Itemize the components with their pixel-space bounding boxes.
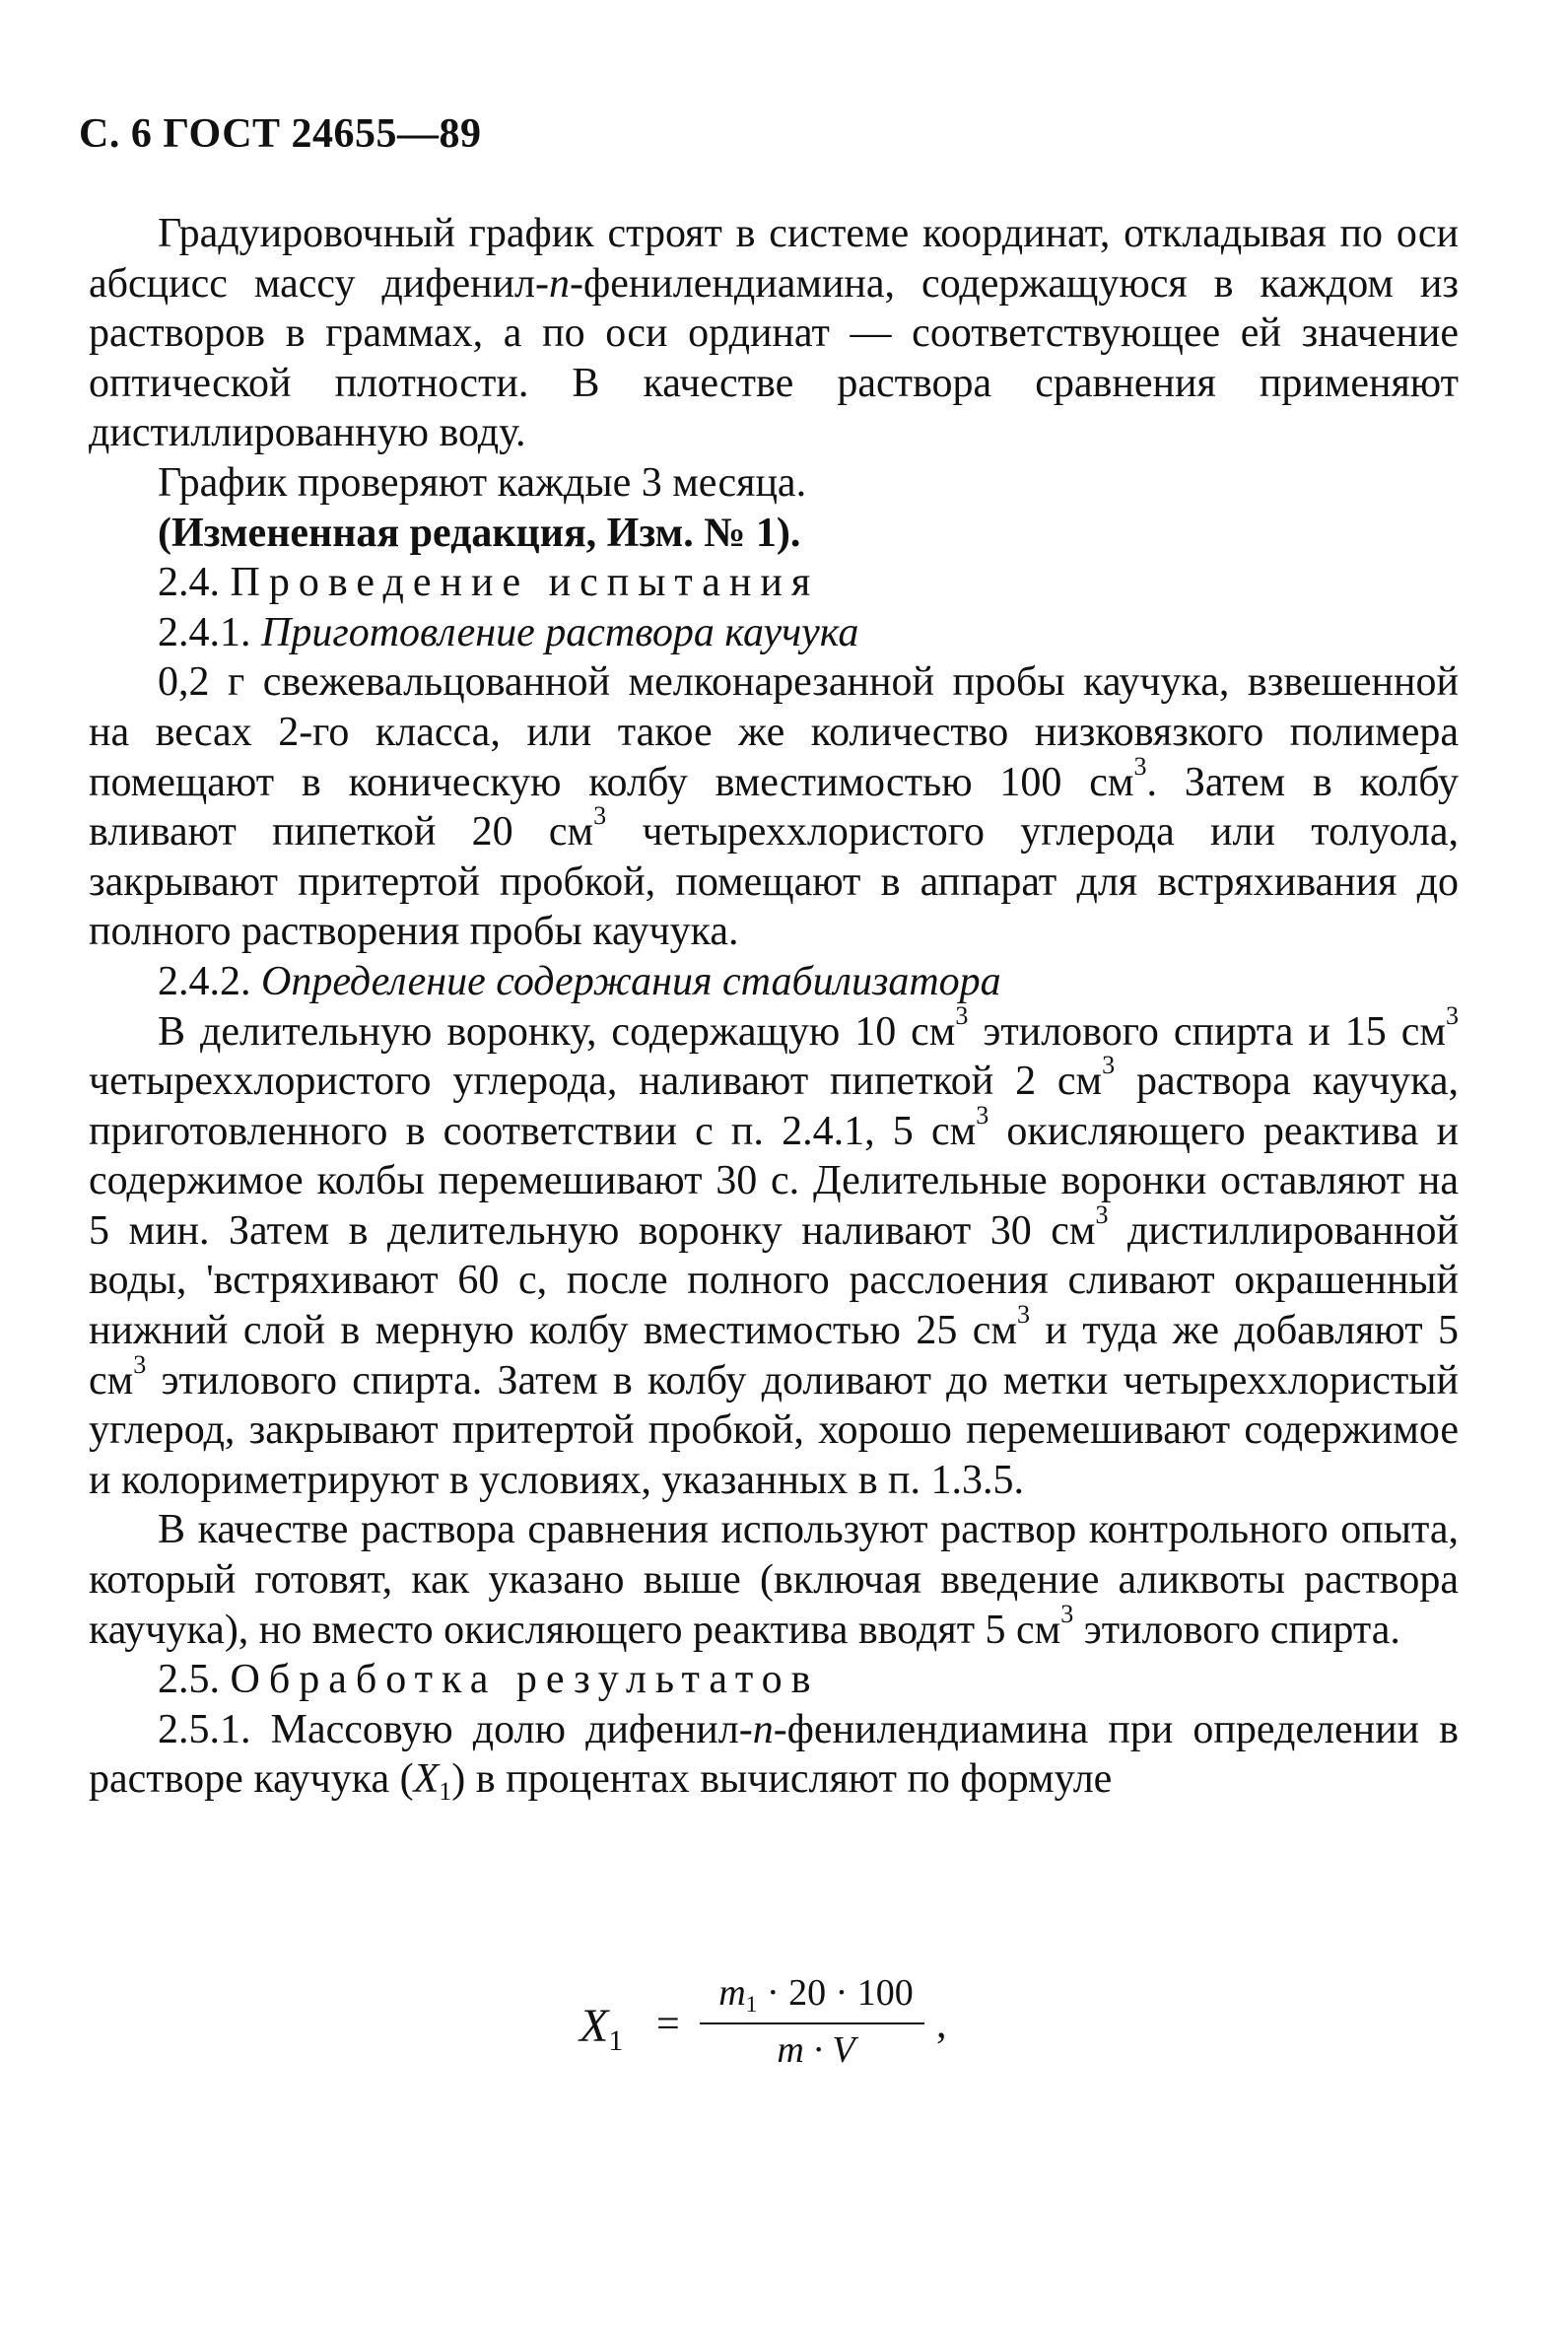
section-heading-2-5: 2.5. Обработка результатов	[158, 1657, 820, 1703]
paragraph: 2.5.1. Массовую долю дифенил-n-фенилендиамина при определении в растворе каучука $(X_1)$ в процентах вычисляют по формуле	[89, 1706, 1459, 1807]
formula-lhs: $X_1$	[579, 2000, 624, 2057]
paragraph: В делительную воронку, содержащую 10 $см^3$ этилового спирта и 15 $см^3$ четыреххлористого углерода, наливают пипеткой 2 $см^3$ раствора каучука, приготовленного в соответствии с п. 2.4.1, 5 $см^3$ окисляющего реактива и содержимое колбы перемешивают 30 с. Делительные воронки оставляют на 5 мин. Затем в делительную воронку наливают 30 $см^3$ дистиллированной воды, 'встряхивают 60 с, после полного расслоения сливают окрашенный нижний слой в мерную колбу вместимостью 25 $см^3$ и туда же добавляют 5 $см^3$ этилового спирта. Затем в колбу доливают до метки четыреххлористый углерод, закрывают притертой пробкой, хорошо перемешивают содержимое и колориметрируют в условиях, указанных в п. 1.3.5.	[89, 1000, 1460, 1503]
formula-denominator: m · V	[777, 2029, 855, 2071]
page-header: С. 6 ГОСТ 24655—89	[79, 111, 482, 157]
section-heading-2-4-2: 2.4.2. Определение содержания стабилизатора	[158, 958, 1001, 1004]
paragraph: График проверяют каждые 3 месяца.	[158, 459, 807, 506]
section-heading-2-4: 2.4. Проведение испытания	[158, 560, 820, 606]
formula-numerator: $m_1 \cdot 20 \cdot 100$	[718, 1972, 914, 2019]
fraction-bar	[700, 2022, 924, 2024]
paragraph: 0,2 г свежевальцованной мелконарезанной пробы каучука, взвешенной на весах 2-го класса, или такое же количество низковязкого полимера помещают в коническую колбу вместимостью 100 $см^3$. Затем в колбу вливают пипеткой 20 $см^3$ четыреххлористого углерода или толуола, закрывают притертой пробкой, помещают в аппарат для встряхивания до полного растворения пробы каучука.	[89, 659, 1459, 955]
formula-x1	[579, 1971, 1092, 2080]
formula-comma: ,	[936, 2002, 947, 2047]
formula-equals: =	[656, 2002, 680, 2047]
document-body	[89, 209, 1459, 1805]
revision-note: (Измененная редакция, Изм. № 1).	[158, 510, 801, 556]
paragraph: В качестве раствора сравнения используют раствор контрольного опыта, который готовят, как указано выше (включая введение аликвоты раствора каучука), но вместо окисляющего реактива вводят 5 $см^3$ этилового спирта.	[89, 1507, 1459, 1653]
paragraph: Градуировочный график строят в системе координат, откладывая по оси абсцисс массу дифенил-n-фенилендиамина, содержащуюся в каждом из растворов в граммах, а по оси ординат — соответствующее ей значение оптической плотности. В качестве раствора сравнения применяют дистиллированную воду.	[89, 211, 1459, 456]
section-heading-2-4-1: 2.4.1. Приготовление раствора каучука	[158, 609, 859, 655]
